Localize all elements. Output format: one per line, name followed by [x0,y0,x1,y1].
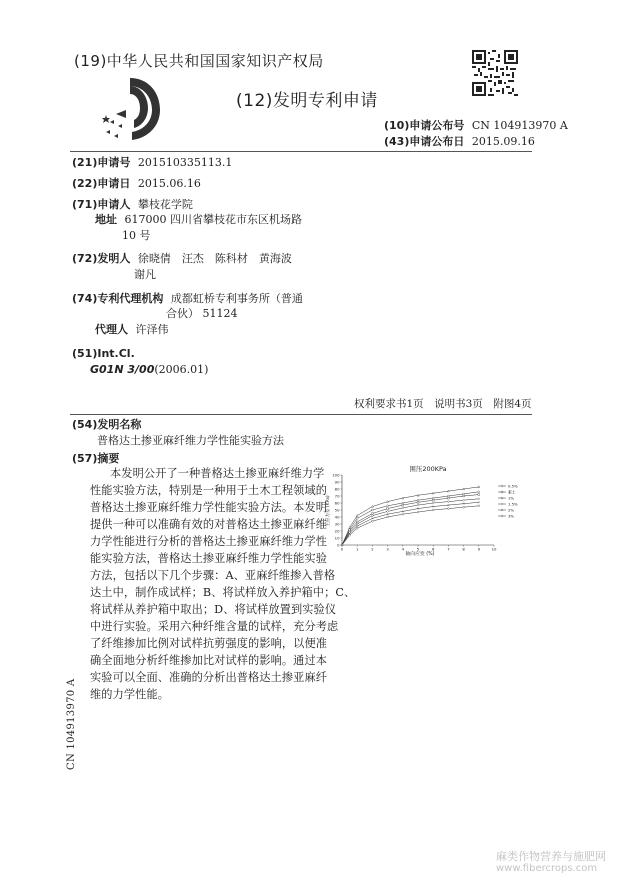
abstract-line: 能实验方法，普格达土掺亚麻纤维力学性能实验 [90,552,328,565]
chart-data-point [463,499,465,501]
chart-data-point [387,508,389,510]
chart-y-tick-label: 30 [334,521,340,527]
pub-no-label: (10)申请公布号 [384,119,465,132]
chart-data-point [463,493,465,495]
chart-legend-marker [501,491,503,493]
chart-data-point [372,513,374,515]
address-label: 地址 [95,213,117,226]
chart-data-point [387,510,389,512]
applicant-label: (71)申请人 [72,198,131,211]
chart-y-tick-label: 80 [334,486,340,492]
title-label: (54)发明名称 [72,418,142,431]
abstract-line: 将试样从养护箱中取出；D、将试样放置到实验仪 [90,603,337,616]
chart-title: 围压200KPa [409,465,447,473]
chart-x-tick-label: 5 [416,546,420,552]
chart-series-line [342,495,479,545]
chart-x-tick-label: 8 [462,546,465,552]
chart-x-label: 轴向应变 (%) [405,552,435,557]
pub-date-label: (43)申请公布日 [384,135,465,148]
chart-series-line [342,506,479,545]
abstract-line: 实验可以全面、准确的分析出普格达土掺亚麻纤 [90,671,328,684]
chart-x-tick-label: 2 [371,546,374,552]
chart-data-point [341,544,343,546]
chart-data-point [356,527,358,529]
chart-data-point [448,495,450,497]
chart-data-point [447,501,449,503]
chart-data-point [432,509,434,511]
chart-series-line [342,487,479,545]
chart-x-tick-label: 10 [491,546,497,552]
cnipa-logo-icon [96,74,164,144]
chart-legend-label: 1.5% [508,501,518,507]
chart-y-tick-label: 60 [334,500,340,506]
side-publication-number: CN 104913970 A [66,678,77,770]
chart-data-point [356,525,358,527]
abstract-figure [322,462,538,558]
abstract-line: 中进行实验。采用六种纤维含量的试样，充分考虑 [90,620,339,633]
abstract-line: 方法，包括以下几个步骤：A、亚麻纤维掺入普格 [90,569,336,582]
abstract-line: 维的力学性能。 [90,688,170,701]
watermark-url: www.fibercrops.com [496,863,598,874]
chart-y-tick-label: 0 [337,542,340,548]
chart-data-point [371,515,373,517]
chart-y-label: 主应力差 (KPa) [326,495,331,527]
chart-data-point [387,505,389,507]
chart-data-point [372,520,374,522]
chart-data-point [349,534,351,536]
abstract-line: 确全面地分析纤维掺加比对试样的影响。通过本 [90,654,328,667]
office-name: (19)中华人民共和国国家知识产权局 [74,52,324,70]
stress-strain-chart [322,462,538,558]
chart-data-point [417,511,419,513]
chart-data-point [463,495,465,497]
chart-x-tick-label: 3 [386,546,389,552]
chart-data-point [478,494,480,496]
chart-data-point [402,502,404,504]
chart-data-point [432,499,434,501]
chart-x-tick-label: 0 [340,546,344,552]
abstract-label: (57)摘要 [72,452,120,465]
app-date: 2015.06.16 [137,177,201,190]
chart-series-line [342,502,479,545]
abstract-line: 力学性能进行分析的普格达土掺亚麻纤维力学性 [90,535,328,548]
chart-data-point [417,504,419,506]
chart-legend-label: 1% [508,495,515,501]
watermark-text: 麻类作物营养与施肥网 [496,850,606,863]
chart-legend-label: 3% [508,513,515,519]
ipc-code: G01N 3/00 [90,363,155,376]
chart-data-point [448,497,450,499]
chart-data-point [417,499,419,501]
chart-x-tick-label: 7 [447,546,450,552]
chart-data-point [356,518,358,520]
chart-legend-label: 0.5% [508,483,518,489]
chart-data-point [478,498,480,500]
abstract-line: 普格达土掺亚麻纤维力学性能实验方法。本发明 [90,501,328,514]
chart-data-point [356,521,358,523]
section-divider [70,414,532,415]
chart-data-point [463,506,465,508]
qr-code-icon [472,50,518,96]
inventors-line-1: 徐晓倩 汪杰 陈科材 黄海波 [137,252,292,265]
page-counts: 权利要求书1页 说明书3页 附图4页 [354,398,532,410]
ipc-version: (2006.01) [154,363,209,376]
agency-line-1: 成都虹桥专利事务所（普通 [170,292,303,305]
agent-label: 代理人 [95,323,128,336]
chart-data-point [432,502,434,504]
abstract-line: 本发明公开了一种普格达土掺亚麻纤维力学 [110,467,325,480]
chart-data-point [402,507,404,509]
chart-series-line [342,492,479,545]
inventors-line-2: 谢凡 [134,268,156,281]
invention-title: 普格达土掺亚麻纤维力学性能实验方法 [97,434,284,447]
app-no: 201510335113.1 [137,156,233,169]
chart-data-point [402,504,404,506]
chart-x-tick-label: 9 [477,546,481,552]
ipc-label: (51)Int.Cl. [72,347,135,360]
chart-data-point [448,508,450,510]
chart-legend-marker [501,515,503,517]
chart-y-tick-label: 20 [334,528,340,534]
app-date-label: (22)申请日 [72,177,131,190]
chart-legend-marker [501,503,503,505]
chart-data-point [387,516,389,518]
abstract-line: 提供一种可以准确有效的对普格达土掺亚麻纤维 [90,518,328,531]
chart-y-tick-label: 50 [334,507,340,513]
agency-label: (74)专利代理机构 [72,292,164,305]
document-type: (12)发明专利申请 [236,91,378,111]
chart-data-point [417,501,419,503]
applicant: 攀枝花学院 [137,198,193,211]
abstract-line: 了纤维掺加比例对试样抗剪强度的影响，以便准 [90,637,328,650]
agent: 许泽伟 [135,323,169,336]
chart-series-line [342,499,479,545]
address-line-2: 10 号 [122,229,151,242]
chart-data-point [372,509,374,511]
abstract-line: 性能实验方法，特别是一种用于土木工程领域的 [90,484,328,497]
chart-y-tick-label: 100 [332,472,340,478]
pub-no: CN 104913970 A [471,119,568,132]
chart-x-tick-label: 1 [355,546,359,552]
chart-data-point [402,513,404,515]
chart-legend-marker [501,485,503,487]
chart-y-tick-label: 10 [334,535,340,541]
chart-y-tick-label: 70 [334,493,340,499]
chart-legend-label: 素土 [508,489,516,495]
inventors-label: (72)发明人 [72,252,131,265]
chart-y-tick-label: 40 [334,514,340,520]
chart-data-point [478,505,480,507]
chart-x-tick-label: 6 [431,546,435,552]
chart-data-point [432,497,434,499]
chart-y-tick-label: 90 [334,479,340,485]
app-no-label: (21)申请号 [72,156,131,169]
header-divider [70,151,532,152]
chart-x-tick-label: 4 [401,546,405,552]
chart-data-point [478,491,480,493]
pub-date: 2015.09.16 [471,135,535,148]
address-line-1: 617000 四川省攀枝花市东区机场路 [124,213,302,226]
abstract-line: 达土中，制作成试样；B、将试样放入养护箱中；C、 [90,586,356,599]
chart-legend-label: 2% [508,507,515,513]
agency-line-2: 合伙） 51124 [166,307,238,320]
